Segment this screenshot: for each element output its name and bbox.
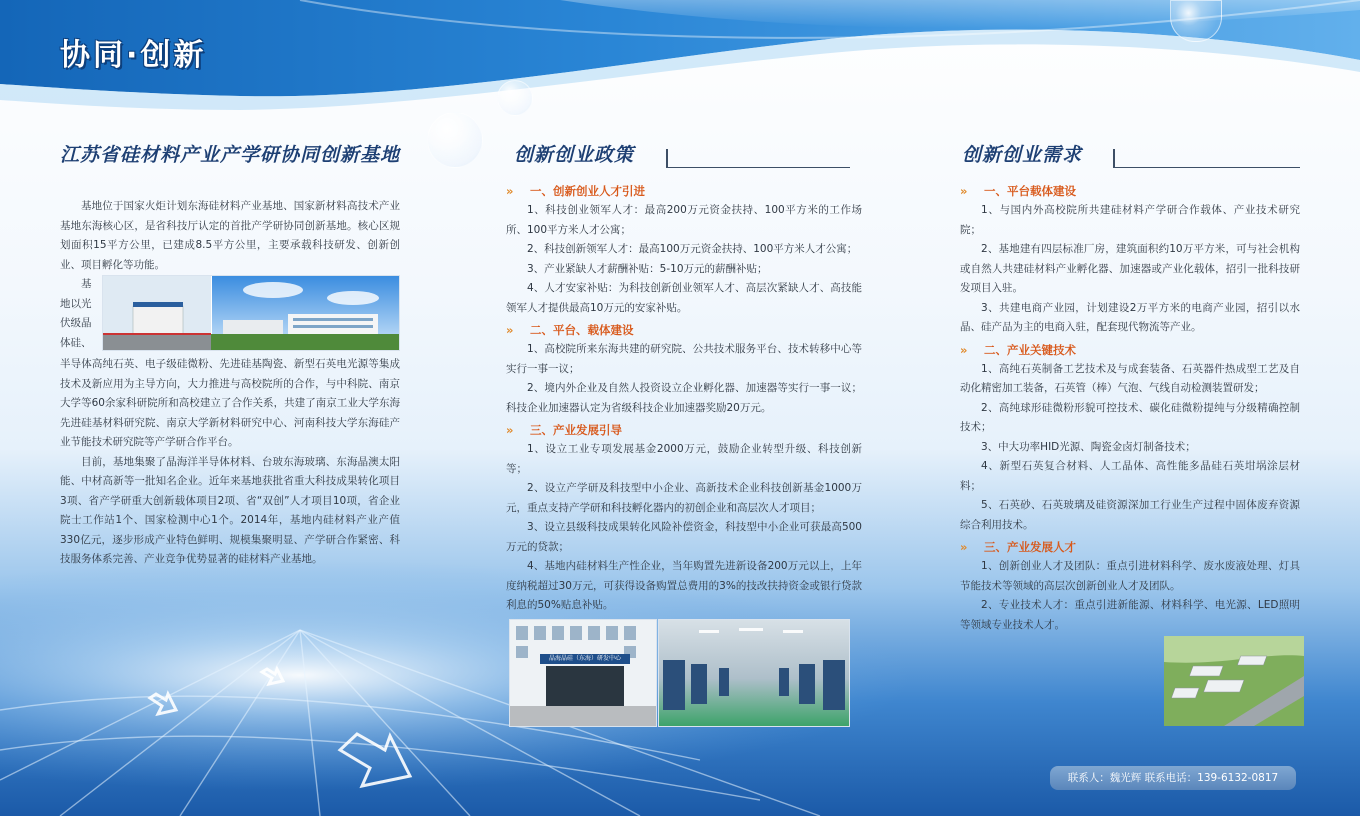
list-item: 2、设立产学研及科技型中小企业、高新技术企业科技创新基金1000万元，重点支持产学研和科技孵化器内的初创企业和高层次人才项目； (506, 482, 862, 514)
list-item: 2、科技创新领军人才：最高100万元资金扶持、100平方米人才公寓； (527, 243, 858, 255)
heading-rule (60, 173, 400, 197)
section-title: » 二、产业关键技术 (960, 342, 1076, 357)
wrap-block (60, 275, 400, 355)
section-title: » 三、产业发展引导 (506, 423, 622, 437)
chevron-icon: » (506, 323, 512, 337)
list-item: 1、科技创业领军人才：最高200万元资金扶持、100平方米的工作场所、100平方米人才公寓； (506, 204, 862, 236)
list-item: 3、产业紧缺人才薪酬补贴：5-10万元的薪酬补贴； (527, 262, 768, 275)
list-item: 3、设立县级科技成果转化风险补偿资金，科技型中小企业可获最高500万元的贷款； (506, 521, 862, 553)
wrap-line: 基 (81, 278, 92, 290)
left-heading: 江苏省硅材料产业产学研协同创新基地 (60, 144, 401, 166)
list-item: 2、境内外企业及自然人投资设立企业孵化器、加速器等实行一事一议；科技企业加速器认定为省级科技企业加速器奖励20万元。 (506, 382, 862, 414)
aerial-view-photo (1164, 636, 1304, 726)
list-item: 1、高校院所来东海共建的研究院、公共技术服务平台、技术转移中心等实行一事一议； (506, 343, 862, 375)
list-item: 4、人才安家补贴：为科技创新创业领军人才、高层次紧缺人才、高技能领军人才提供最高10万元的安家补贴。 (506, 282, 862, 314)
chevron-icon: » (506, 184, 512, 198)
chevron-icon: » (960, 184, 966, 198)
list-item: 4、基地内硅材料生产性企业，当年购置先进新设备200万元以上，上年度纳税超过30万元，可获得设备购置总费用的3%的技改扶持资金或银行贷款利息的50%贴息补贴。 (506, 560, 862, 611)
contact-badge: 联系人：魏光辉 联系电话：139-6132-0817 (1050, 766, 1296, 790)
left-column (60, 140, 400, 570)
page-title: 协同·创新 (60, 38, 207, 73)
building-sign: 晶海晶硅（东海）研发中心 (548, 655, 621, 662)
list-item: 1、高纯石英制备工艺技术及与成套装备、石英器件热成型工艺及自动化精密加工装备，石英管（棒）气泡、气线自动检测装置研发； (960, 362, 1300, 394)
chevron-icon: » (960, 342, 966, 357)
middle-heading: 创新创业政策 (514, 144, 635, 166)
section-title: » 二、平台、载体建设 (506, 323, 634, 337)
bubble-decoration (497, 80, 533, 116)
policy-section-2 (506, 321, 862, 418)
list-item: 5、石英砂、石英玻璃及硅资源深加工行业生产过程中固体废弃资源综合利用技术。 (960, 499, 1300, 531)
section-title: » 三、产业发展人才 (960, 540, 1076, 554)
list-item: 1、设立工业专项发展基金2000万元，鼓励企业转型升级、科技创新等； (506, 443, 862, 475)
wrap-line: 地以光 (60, 297, 92, 310)
list-item: 2、基地建有四层标准厂房，建筑面积约10万平方米，可与社会机构或自然人共建硅材料产业孵化器、加速器或产业化载体，招引一批科技研发项目入驻。 (960, 243, 1300, 294)
list-item: 1、与国内外高校院所共建硅材料产学研合作载体、产业技术研究院； (960, 204, 1300, 236)
demand-section-1 (960, 182, 1300, 338)
bubble-decoration (427, 112, 483, 168)
list-item: 3、共建电商产业园，计划建设2万平方米的电商产业园，招引以水晶、硅产品为主的电商入驻，配套现代物流等产业。 (960, 301, 1300, 333)
list-item: 2、高纯球形硅微粉形貌可控技术、碳化硅微粉提纯与分级精确控制技术； (960, 401, 1300, 433)
left-paragraph-1: 基地位于国家火炬计划东海硅材料产业基地、国家新材料高技术产业基地东海核心区，是省科技厅认定的首批产学研协同创新基地。核心区规划面积15平方公里，已建成8.5平方公里，主要承载科技研发、创新创业、项目孵化等功能。 (60, 200, 400, 271)
list-item: 3、中大功率HID光源、陶瓷金卤灯制备技术； (981, 440, 1196, 453)
chevron-icon: » (506, 423, 512, 437)
wrap-line: 伏级晶 (60, 317, 92, 329)
right-heading: 创新创业需求 (962, 144, 1083, 166)
list-item: 2、专业技术人才：重点引进新能源、材料科学、电光源、LED照明等领域专业技术人才。 (960, 599, 1300, 631)
left-paragraph-3: 目前，基地集聚了晶海洋半导体材料、台玻东海玻璃、东海晶澳太阳能、中材高新等一批知名企业。近年来基地获批省重大科技成果转化项目3项、省产学研重大创新载体项目2项、省“双创”人才项目10项，省企业院士工作站1个、国家检测中心1个。2014年，基地内硅材料产业产值330亿元，逐步形成产业特色鲜明、规模集聚明显、产学研合作紧密、科技服务体系完善、产业竞争优势显著的硅材料产业基地。 (60, 455, 400, 565)
list-item: 1、创新创业人才及团队：重点引进材料科学、废水废液处理、灯具节能技术等领域的高层次创新创业人才及团队。 (960, 560, 1300, 592)
middle-column (506, 140, 862, 616)
demand-section-2 (960, 341, 1300, 536)
right-column (960, 140, 1300, 635)
policy-section-3 (506, 421, 862, 616)
wrap-line: 体硅、 (60, 336, 92, 349)
section-title: » 一、创新创业人才引进 (506, 184, 645, 198)
heading-rule (960, 149, 1300, 171)
list-item: 4、新型石英复合材料、人工晶体、高性能多晶硅石英坩埚涂层材料； (960, 460, 1300, 492)
research-center-photo (509, 619, 657, 727)
left-paragraph-2: 半导体高纯石英、电子级硅微粉、先进硅基陶瓷、新型石英电光源等集成技术及新应用为主导方向，大力推进与高校院所的合作，与中科院、南京大学等60余家科研院所和高校建立了合作关系，共建了南京工业大学东海先进硅基材料研究院、南京大学新材料研究中心、河南科技大学东海硅产业节能技术研究院等产学研合作平台。 (60, 358, 400, 448)
heading-rule (506, 149, 862, 171)
chevron-icon: » (960, 540, 966, 554)
demand-section-3 (960, 538, 1300, 635)
section-title: » 一、平台载体建设 (960, 184, 1076, 198)
industrial-park-photo (102, 275, 400, 351)
factory-floor-photo (658, 619, 850, 727)
policy-section-1 (506, 182, 862, 318)
